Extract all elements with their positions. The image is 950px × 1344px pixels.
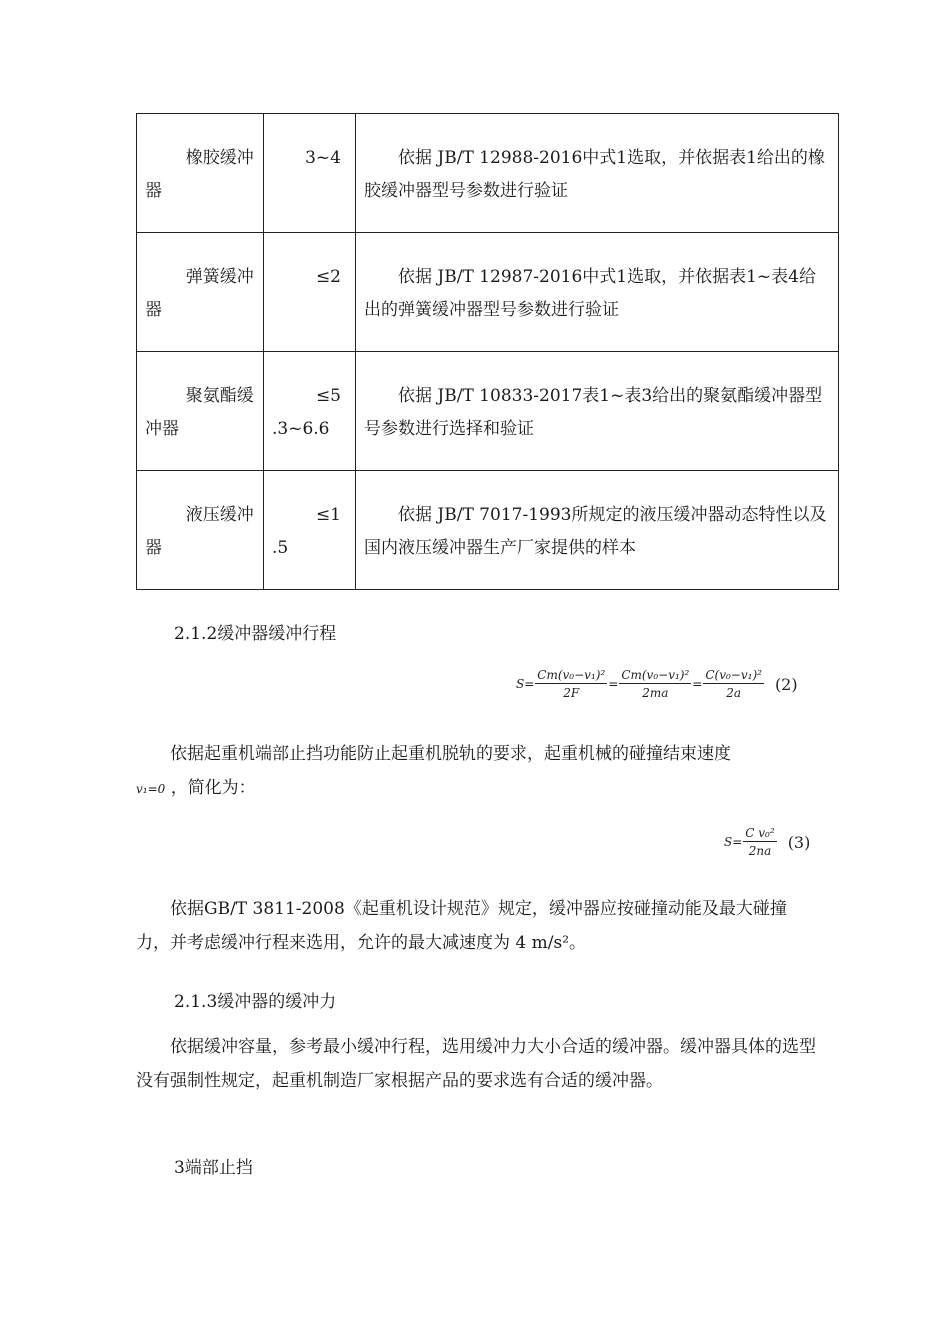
section-heading-3: 3端部止挡 — [174, 1158, 253, 1178]
deceleration-cell — [264, 471, 356, 590]
paragraph-impact-velocity: 依据起重机端部止挡功能防止起重机脱轨的要求，起重机械的碰撞结束速度 v₁=0 ，简化为： — [136, 744, 731, 798]
table-row — [137, 352, 839, 471]
table-row — [137, 471, 839, 590]
basis-cell: 依据 JB/T 12987-2016中式1选取，并依据表1~表4给出的弹簧缓冲器型号参数进行验证 — [356, 233, 839, 352]
deceleration-cell: 3~4 — [264, 114, 356, 233]
equation-3 — [724, 826, 810, 858]
section-heading-2-1-3: 2.1.3缓冲器的缓冲力 — [174, 992, 337, 1012]
eq2-fraction-3: $\frac{\text{C(v₀−v₁)²}}{2a}$ — [705, 668, 762, 700]
deceleration-line-2: .3~6.6 — [272, 419, 330, 439]
equation-2: S= $\frac{\text{Cm(v₀−v₁)²}}{2F}$ = $\frac{\text{Cm(v₀−v₁)²}}{2ma}$ = $\frac{\text{C(v₀−v₁)²}}{2a}$ (2) — [516, 668, 798, 700]
table-row — [137, 233, 839, 352]
paragraph-buffer-force: 依据缓冲容量，参考最小缓冲行程，选用缓冲力大小合适的缓冲器。缓冲器具体的选型没有强制性规定，起重机制造厂家根据产品的要求选有合适的缓冲器。 — [136, 1037, 816, 1091]
deceleration-cell: ≤2 — [264, 233, 356, 352]
deceleration-line-1: ≤5 — [315, 386, 341, 406]
buffer-type-cell: 聚氨酯缓冲器 — [137, 352, 264, 471]
buffer-type-cell: 弹簧缓冲器 — [137, 233, 264, 352]
basis-cell: 依据 JB/T 10833-2017表1~表3给出的聚氨酯缓冲器型号参数进行选择和验证 — [356, 352, 839, 471]
buffer-type-cell: 液压缓冲器 — [137, 471, 264, 590]
basis-cell: 依据 JB/T 7017-1993所规定的液压缓冲器动态特性以及国内液压缓冲器生产厂家提供的样本 — [356, 471, 839, 590]
deceleration-line-1: ≤1 — [315, 505, 341, 525]
v1-zero-formula: v₁=0 — [136, 782, 166, 796]
buffer-table — [136, 113, 839, 590]
equation-number-2: (2) — [774, 674, 798, 694]
deceleration-line-2: .5 — [272, 538, 289, 558]
eq3-fraction: $\frac{\text{C v₀²}}{2na}$ — [745, 826, 775, 858]
section-heading-2-1-2: 2.1.2缓冲器缓冲行程 — [174, 624, 337, 644]
equation-number-3: (3) — [787, 832, 811, 852]
table-row — [137, 114, 839, 233]
eq2-lhs: S= — [516, 677, 535, 691]
basis-cell: 依据 JB/T 12988-2016中式1选取，并依据表1给出的橡胶缓冲器型号参数进行验证 — [356, 114, 839, 233]
eq2-fraction-1: $\frac{\text{Cm(v₀−v₁)²}}{2F}$ — [537, 668, 606, 700]
eq2-fraction-2: $\frac{\text{Cm(v₀−v₁)²}}{2ma}$ — [621, 668, 690, 700]
deceleration-cell — [264, 352, 356, 471]
buffer-type-cell: 橡胶缓冲器 — [137, 114, 264, 233]
paragraph-standard: 依据GB/T 3811-2008《起重机设计规范》规定，缓冲器应按碰撞动能及最大碰撞力，并考虑缓冲行程来选用，允许的最大减速度为 4 m/s²。 — [136, 899, 787, 953]
eq3-lhs: S= — [724, 835, 743, 849]
